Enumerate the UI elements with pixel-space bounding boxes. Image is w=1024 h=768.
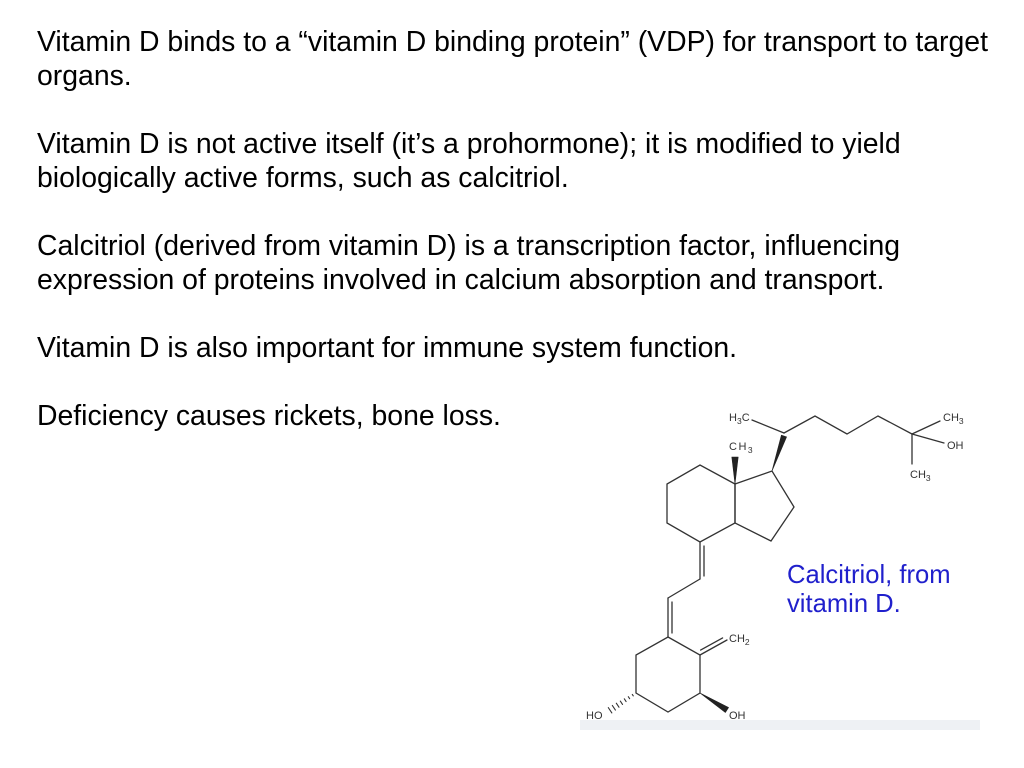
atom-label-h3c: $H_3C$	[729, 412, 750, 426]
side-chain	[729, 412, 964, 483]
atom-label-ch3-bottom: $CH_3$	[910, 469, 931, 483]
ring-cd-system	[667, 441, 794, 542]
bond	[912, 434, 944, 443]
hashed-bond	[608, 694, 633, 712]
atom-label-ch2: $CH_2$	[729, 633, 750, 647]
wedge-bond	[772, 435, 787, 471]
alkyl-chain-bonds	[784, 416, 912, 434]
paragraph-prohormone: Vitamin D is not active itself (it’s a prohormone); it is modified to yield biologically active forms, such as calcitriol.	[37, 128, 901, 194]
atom-label-ho: HO	[586, 710, 603, 722]
six-membered-ring-a	[636, 637, 700, 712]
atom-label-oh-ring: OH	[729, 710, 746, 722]
paragraph-immune-function: Vitamin D is also important for immune system function.	[37, 332, 738, 364]
six-membered-ring-c	[667, 465, 735, 542]
wedge-bond	[700, 693, 729, 713]
five-membered-ring	[735, 471, 794, 541]
bond	[668, 579, 700, 598]
atom-label-ch3-ring-junction: $CH_3$	[729, 441, 755, 455]
paragraph-deficiency: Deficiency causes rickets, bone loss.	[37, 400, 501, 432]
wedge-bond	[732, 457, 738, 484]
bond	[752, 420, 784, 433]
paragraph-calcitriol-transcription: Calcitriol (derived from vitamin D) is a transcription factor, influencing expression of proteins involved in calcium absorption and transport.	[37, 230, 901, 296]
ring-a	[586, 633, 750, 722]
atom-label-oh-side-chain: OH	[947, 440, 964, 452]
paragraph-vdp-transport: Vitamin D binds to a “vitamin D binding protein” (VDP) for transport to target organs.	[37, 26, 988, 92]
bond	[912, 421, 940, 434]
triene-linker	[668, 542, 704, 637]
figure-caption: Calcitriol, from vitamin D.	[787, 561, 951, 618]
atom-label-ch3-top-right: $CH_3$	[943, 412, 964, 426]
figure-bottom-strip	[580, 720, 980, 730]
